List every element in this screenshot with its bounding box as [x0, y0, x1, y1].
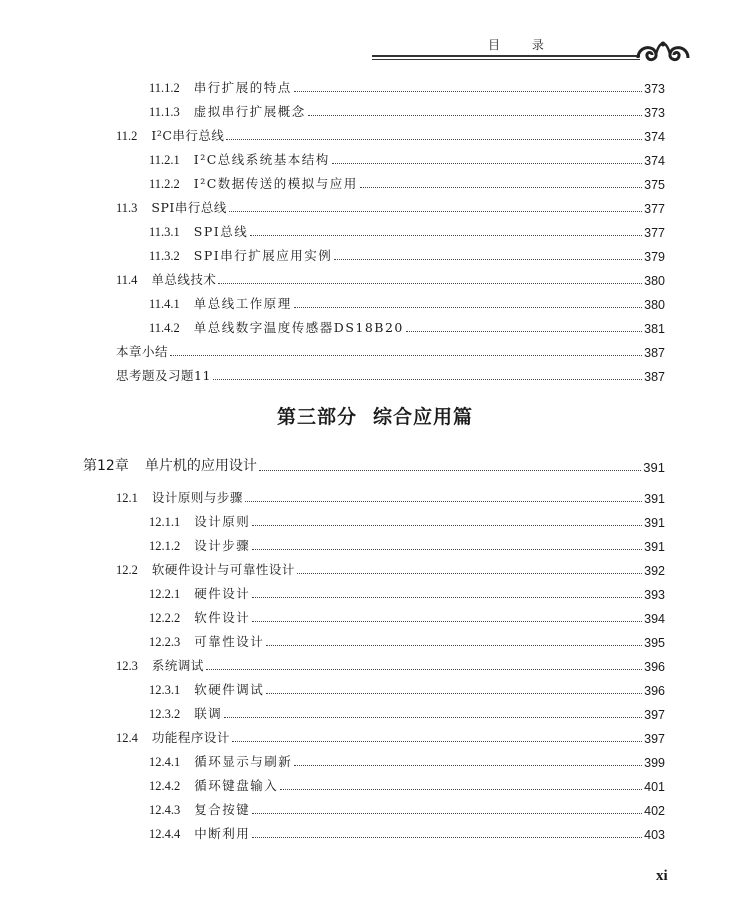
- dot-leader: [218, 283, 642, 284]
- entry-title: 单总线技术: [151, 272, 217, 287]
- toc-entry[interactable]: [116, 268, 665, 288]
- toc-entry[interactable]: [149, 750, 665, 770]
- dot-leader: [252, 813, 642, 814]
- entry-title: 系统调试: [151, 658, 204, 673]
- part-heading: [0, 402, 750, 429]
- entry-title: 软硬件设计与可靠性设计: [151, 562, 295, 577]
- running-header: [372, 28, 690, 68]
- toc-entry[interactable]: [149, 244, 665, 264]
- dot-leader: [294, 307, 642, 308]
- entry-title: 虚拟串行扩展概念: [193, 104, 306, 119]
- entry-page-number: 403: [644, 828, 665, 842]
- toc-entry[interactable]: [149, 630, 665, 650]
- header-rule: [372, 55, 640, 57]
- dot-leader: [266, 645, 642, 646]
- entry-page-number: 391: [644, 492, 665, 506]
- page-number: xi: [656, 868, 668, 884]
- entry-number: 11.4.2: [149, 321, 180, 335]
- dot-leader: [360, 187, 642, 188]
- entry-number: 12.4.4: [149, 827, 181, 841]
- toc-entry[interactable]: [149, 582, 665, 602]
- dot-leader: [252, 525, 642, 526]
- entry-number: 12.2.1: [149, 587, 181, 601]
- dot-leader: [406, 331, 642, 332]
- entry-number: 12.4.1: [149, 755, 181, 769]
- entry-title: 设计原则: [194, 514, 251, 529]
- toc-entry[interactable]: [149, 678, 665, 698]
- entry-page-number: 391: [644, 540, 665, 554]
- entry-number: 12.1.1: [149, 515, 181, 529]
- toc-entry[interactable]: [149, 316, 665, 336]
- entry-title: 单总线工作原理: [193, 296, 292, 311]
- toc-entry[interactable]: [116, 124, 665, 144]
- entry-title: 硬件设计: [194, 586, 251, 601]
- toc-entry[interactable]: [149, 510, 665, 530]
- toc-entry[interactable]: [116, 196, 665, 216]
- toc-chapter-entry[interactable]: [83, 455, 665, 475]
- entry-page-number: 381: [644, 322, 665, 336]
- entry-page-number: 374: [644, 130, 665, 144]
- toc-entry[interactable]: [149, 148, 665, 168]
- dot-leader: [213, 379, 642, 380]
- dot-leader: [250, 235, 642, 236]
- entry-title: I²C串行总线: [151, 128, 225, 143]
- entry-number: 11.1.2: [149, 81, 180, 95]
- toc-entry[interactable]: [149, 100, 665, 120]
- dot-leader: [206, 669, 642, 670]
- entry-page-number: 401: [644, 780, 665, 794]
- toc-entry[interactable]: [149, 534, 665, 554]
- entry-number: 11.1.3: [149, 105, 180, 119]
- dot-leader: [226, 139, 642, 140]
- part-name: 综合应用篇: [373, 406, 474, 428]
- entry-title: 软件设计: [194, 610, 251, 625]
- dot-leader: [259, 470, 641, 471]
- entry-title: 联调: [194, 706, 223, 721]
- entry-page-number: 402: [644, 804, 665, 818]
- header-title: 目 录: [488, 38, 558, 52]
- toc-entry[interactable]: [116, 340, 665, 360]
- entry-page-number: 397: [644, 708, 665, 722]
- toc-entry[interactable]: [149, 172, 665, 192]
- dot-leader: [252, 597, 642, 598]
- entry-page-number: 396: [644, 684, 665, 698]
- entry-page-number: 395: [644, 636, 665, 650]
- dot-leader: [252, 837, 642, 838]
- entry-page-number: 387: [644, 346, 665, 360]
- dot-leader: [294, 91, 642, 92]
- entry-title: 可靠性设计: [194, 634, 265, 649]
- entry-number: 12.3: [116, 659, 138, 673]
- entry-title: 循环显示与刷新: [194, 754, 293, 769]
- entry-page-number: 396: [644, 660, 665, 674]
- entry-page-number: 392: [644, 564, 665, 578]
- toc-entry[interactable]: [116, 486, 665, 506]
- dot-leader: [245, 501, 642, 502]
- dot-leader: [170, 355, 642, 356]
- entry-page-number: 397: [644, 732, 665, 746]
- entry-page-number: 393: [644, 588, 665, 602]
- dot-leader: [252, 621, 642, 622]
- entry-page-number: 373: [644, 106, 665, 120]
- entry-title: 单片机的应用设计: [144, 458, 257, 474]
- entry-title: 中断利用: [194, 826, 251, 841]
- entry-title: I²C数据传送的模拟与应用: [193, 176, 358, 191]
- entry-page-number: 375: [644, 178, 665, 192]
- entry-page-number: 374: [644, 154, 665, 168]
- entry-number: 12.4.3: [149, 803, 181, 817]
- toc-entry[interactable]: [149, 798, 665, 818]
- toc-entry[interactable]: [149, 702, 665, 722]
- entry-title: SPI串行扩展应用实例: [193, 248, 333, 263]
- dot-leader: [280, 789, 642, 790]
- entry-number: 12.3.2: [149, 707, 181, 721]
- entry-number: 11.3.2: [149, 249, 180, 263]
- entry-page-number: 391: [644, 516, 665, 530]
- entry-number: 11.3: [116, 201, 138, 215]
- entry-title: 本章小结: [116, 344, 169, 359]
- entry-page-number: 399: [644, 756, 665, 770]
- entry-number: 12.4: [116, 731, 138, 745]
- entry-title: SPI串行总线: [151, 200, 227, 215]
- toc-entry[interactable]: [116, 726, 665, 746]
- toc-entry[interactable]: [149, 606, 665, 626]
- entry-page-number: 394: [644, 612, 665, 626]
- toc-entry[interactable]: [149, 822, 665, 842]
- dot-leader: [294, 765, 642, 766]
- dot-leader: [229, 211, 642, 212]
- toc-entry[interactable]: [149, 220, 665, 240]
- entry-number: 11.2.1: [149, 153, 180, 167]
- toc-entry[interactable]: [149, 76, 665, 96]
- entry-number: 11.2.2: [149, 177, 180, 191]
- entry-title: 串行扩展的特点: [193, 80, 292, 95]
- entry-page-number: 380: [644, 298, 665, 312]
- entry-number: 11.2: [116, 129, 138, 143]
- dot-leader: [308, 115, 642, 116]
- entry-number: 12.1.2: [149, 539, 181, 553]
- entry-page-number: 380: [644, 274, 665, 288]
- entry-title: 单总线数字温度传感器DS18B20: [193, 320, 404, 335]
- part-number: 第三部分: [276, 406, 357, 428]
- dot-leader: [332, 163, 642, 164]
- dot-leader: [232, 741, 642, 742]
- entry-title: 复合按键: [194, 802, 251, 817]
- entry-number: 11.4.1: [149, 297, 180, 311]
- entry-page-number: 373: [644, 82, 665, 96]
- entry-title: 思考题及习题11: [116, 368, 211, 383]
- entry-page-number: 379: [644, 250, 665, 264]
- entry-title: I²C总线系统基本结构: [193, 152, 330, 167]
- entry-number: 11.3.1: [149, 225, 180, 239]
- entry-title: 软硬件调试: [194, 682, 265, 697]
- entry-page-number: 391: [643, 460, 665, 475]
- entry-number: 12.3.1: [149, 683, 181, 697]
- entry-title: 功能程序设计: [151, 730, 230, 745]
- entry-title: 设计原则与步骤: [151, 490, 243, 505]
- entry-number: 11.4: [116, 273, 138, 287]
- dot-leader: [297, 573, 642, 574]
- entry-number: 12.2: [116, 563, 138, 577]
- toc-entry[interactable]: [149, 292, 665, 312]
- header-rule-thin: [372, 59, 640, 60]
- entry-page-number: 377: [644, 226, 665, 240]
- entry-number: 12.4.2: [149, 779, 181, 793]
- entry-title: 设计步骤: [194, 538, 251, 553]
- entry-number: 第12章: [83, 458, 129, 474]
- toc-entry[interactable]: [116, 364, 665, 384]
- toc-entry[interactable]: [116, 558, 665, 578]
- entry-number: 12.2.2: [149, 611, 181, 625]
- dot-leader: [224, 717, 642, 718]
- entry-title: SPI总线: [193, 224, 249, 239]
- entry-number: 12.1: [116, 491, 138, 505]
- dot-leader: [334, 259, 642, 260]
- entry-page-number: 377: [644, 202, 665, 216]
- entry-page-number: 387: [644, 370, 665, 384]
- dot-leader: [252, 549, 642, 550]
- scroll-ornament-icon: [634, 32, 692, 68]
- entry-number: 12.2.3: [149, 635, 181, 649]
- toc-entry[interactable]: [116, 654, 665, 674]
- entry-title: 循环键盘输入: [194, 778, 279, 793]
- dot-leader: [266, 693, 642, 694]
- toc-entry[interactable]: [149, 774, 665, 794]
